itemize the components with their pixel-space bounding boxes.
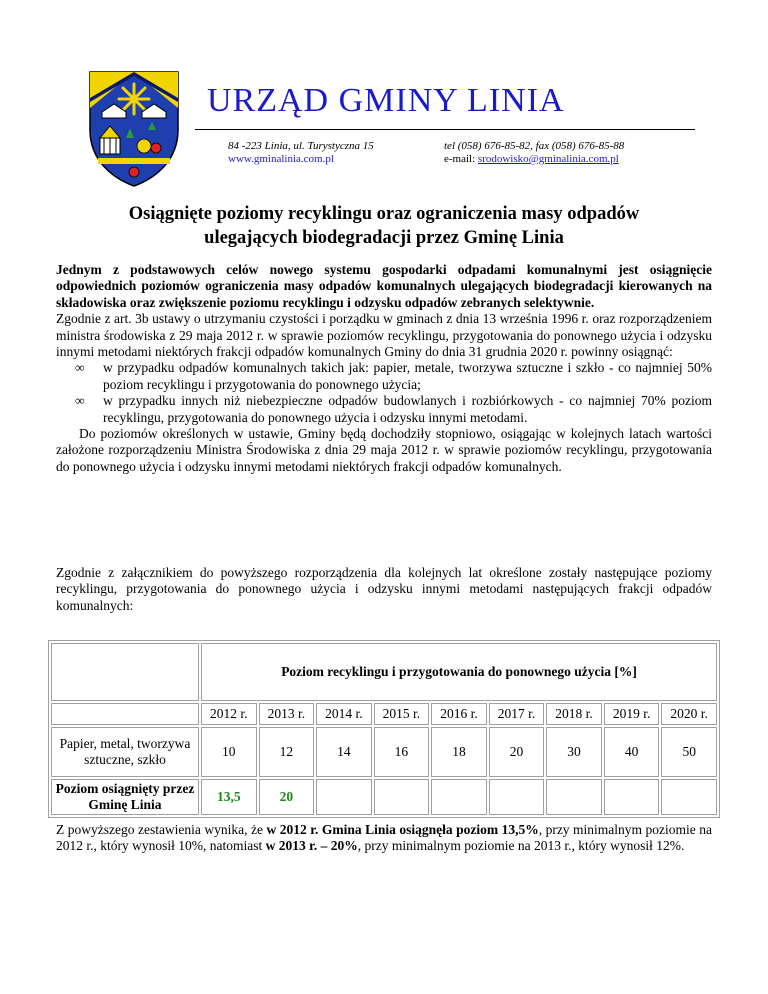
year-header: 2018 r. — [546, 703, 602, 725]
legal-basis-paragraph: Zgodnie z art. 3b ustawy o utrzymaniu czystości i porządku w gminach z dnia 13 września 1996 r. oraz rozporządzeniem ministra środowiska z 29 maja 2012 r. w sprawie poziomów recyklingu, przygotowania do ponownego użycia i odzysku innymi metodami niektórych frakcji odpadów komunalnych Gminy do dnia 31 grudnia 2020 r. powinny osiągnąć: — [56, 311, 712, 360]
title-line-2: ulegających biodegradacji przez Gminę Linia — [204, 228, 564, 248]
table-cell — [374, 779, 430, 815]
table-cell — [489, 779, 545, 815]
gradual-paragraph: Do poziomów określonych w ustawie, Gminy będą dochodziły stopniowo, osiągając w kolejnych latach wartości założone rozporządzeniu Ministra Środowiska z dnia 29 maja 2012 r. w sprawie poziomów recyklingu, przygotowania do ponownego użycia i odzysku innymi metodami niektórych frakcji odpadów komunalnych. — [56, 426, 712, 474]
contact-address-block — [228, 140, 374, 166]
year-header: 2015 r. — [374, 703, 430, 725]
title-line-1: Osiągnięte poziomy recyklingu oraz ograniczenia masy odpadów — [128, 204, 640, 224]
year-header: 2020 r. — [661, 703, 717, 725]
table-cell: 13,5 — [201, 779, 257, 815]
table-cell: 50 — [661, 727, 717, 777]
table-cell: 18 — [431, 727, 487, 777]
row-label-achieved: Poziom osiągnięty przez Gminę Linia — [51, 779, 199, 815]
requirements-list — [56, 360, 712, 426]
phone-fax: tel (058) 676-85-82, fax (058) 676-85-88 — [444, 140, 625, 152]
summary-highlight-2012: w 2012 r. Gmina Linia osiągnęła poziom 13,5% — [266, 822, 539, 837]
table-cell — [546, 779, 602, 815]
year-header: 2017 r. — [489, 703, 545, 725]
list-item — [56, 360, 712, 393]
summary-paragraph — [56, 822, 712, 855]
table-cell: 14 — [316, 727, 372, 777]
website-link[interactable]: www.gminalinia.com.pl — [228, 153, 334, 165]
contact-phone-block — [444, 140, 624, 166]
bullet-icon: ∞ — [75, 360, 85, 376]
table-cell — [661, 779, 717, 815]
table-cell — [431, 779, 487, 815]
table-cell: 20 — [259, 779, 315, 815]
header-divider — [195, 129, 695, 130]
year-header: 2014 r. — [316, 703, 372, 725]
address: 84 -223 Linia, ul. Turystyczna 15 — [228, 140, 374, 152]
bullet-icon: ∞ — [75, 393, 85, 409]
list-item — [56, 393, 712, 426]
table-heading: Poziom recyklingu i przygotowania do ponownego użycia [%] — [201, 643, 717, 701]
email-label: e-mail: — [444, 153, 478, 165]
list-item-text: w przypadku odpadów komunalnych takich jak: papier, metale, tworzywa sztuczne i szkło - co najmniej 50% poziom recyklingu i przygotowania do ponownego użycia; — [103, 360, 712, 392]
year-header: 2012 r. — [201, 703, 257, 725]
table-cell: 10 — [201, 727, 257, 777]
table-blank-cell — [51, 703, 199, 725]
table-cell: 30 — [546, 727, 602, 777]
year-header: 2019 r. — [604, 703, 660, 725]
year-header: 2016 r. — [431, 703, 487, 725]
row-label-required: Papier, metal, tworzywa sztuczne, szkło — [51, 727, 199, 777]
intro-paragraph: Jednym z podstawowych celów nowego systemu gospodarki odpadami komunalnymi jest osiągnięcie odpowiednich poziomów ograniczenia masy odpadów komunalnych ulegających biodegradacji kierowanych na składowiska oraz zwiększenie poziomu recyklingu i odzysku odpadów zebranych selektywnie. — [56, 262, 712, 310]
table-cell — [316, 779, 372, 815]
table-cell: 16 — [374, 727, 430, 777]
document-title — [60, 202, 708, 250]
coat-of-arms-icon — [86, 68, 182, 188]
summary-text: , przy minimalnym poziomie na 2012 r., który wynosił 10%, natomiast — [56, 822, 712, 854]
table-cell: 20 — [489, 727, 545, 777]
summary-text: , przy minimalnym poziomie na 2013 r., który wynosił 12%. — [357, 838, 685, 854]
recycling-levels-table — [48, 640, 720, 818]
annex-paragraph: Zgodnie z załącznikiem do powyższego rozporządzenia dla kolejnych lat określone zostały następujące poziomy recyklingu, przygotowania do ponownego użycia i odzysku innymi metodami następujących frakcji odpadów komunalnych: — [56, 565, 712, 613]
table-cell: 40 — [604, 727, 660, 777]
summary-text: Z powyższego zestawienia wynika, że — [56, 822, 267, 837]
table-cell: 12 — [259, 727, 315, 777]
year-header: 2013 r. — [259, 703, 315, 725]
email-link[interactable]: srodowisko@gminalinia.com.pl — [477, 153, 619, 165]
table-corner-cell — [51, 643, 199, 701]
list-item-text: w przypadku innych niż niebezpieczne odpadów budowlanych i rozbiórkowych - co najmniej 70% poziom recyklingu, przygotowania do ponownego użycia i odzysku innymi metodami. — [103, 393, 712, 425]
main-text — [56, 262, 712, 475]
summary-highlight-2013: w 2013 r. – 20% — [265, 838, 358, 854]
email-line — [444, 153, 624, 166]
table-cell — [604, 779, 660, 815]
office-title: URZĄD GMINY LINIA — [207, 82, 565, 119]
